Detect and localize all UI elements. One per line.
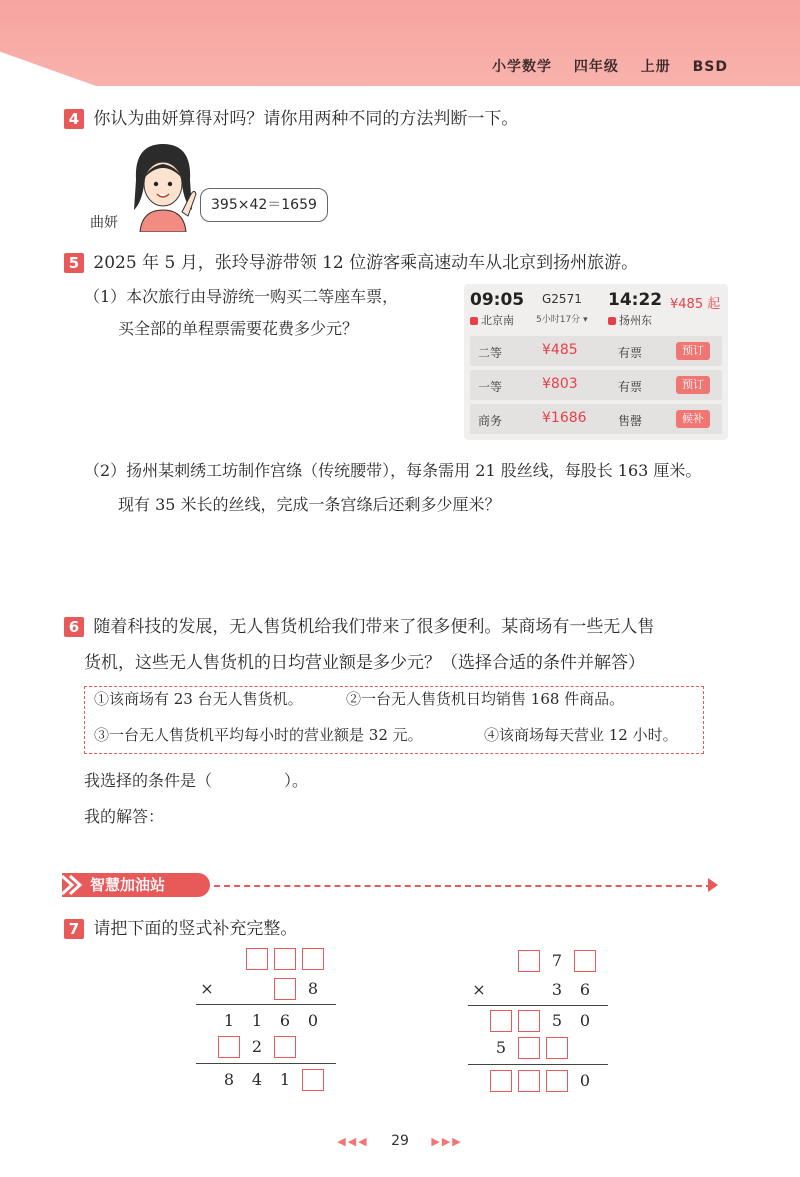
digit: 0 bbox=[579, 1071, 591, 1090]
calc-line bbox=[196, 1004, 336, 1005]
times-sign: × bbox=[200, 979, 214, 998]
digit: 1 bbox=[223, 1011, 235, 1030]
digit: 8 bbox=[307, 979, 319, 998]
seat-price: ¥485 bbox=[542, 342, 578, 358]
seat-status: 有票 bbox=[618, 380, 643, 394]
digit: 4 bbox=[251, 1070, 263, 1089]
digit: 1 bbox=[279, 1070, 291, 1089]
arrival-time: 14:22 bbox=[608, 290, 663, 310]
section-banner bbox=[62, 873, 210, 897]
calc-line bbox=[468, 1064, 608, 1065]
digit: 1 bbox=[251, 1011, 263, 1030]
train-ticket-card bbox=[464, 284, 728, 440]
banner-dashed-line bbox=[214, 885, 712, 887]
my-answer-label: 我的解答： bbox=[84, 807, 165, 826]
speech-bubble: 395×42＝1659 bbox=[200, 188, 328, 222]
blank-box[interactable] bbox=[574, 950, 596, 972]
condition-2: ②一台无人售货机日均销售 168 件商品。 bbox=[346, 690, 625, 708]
header-grade: 四年级 bbox=[573, 59, 619, 75]
arrow-right-icon bbox=[708, 878, 718, 892]
question-text: 你认为曲妍算得对吗？请你用两种不同的方法判断一下。 bbox=[93, 109, 519, 129]
blank-box[interactable] bbox=[518, 1070, 540, 1092]
lightning-icon bbox=[58, 874, 84, 896]
condition-4: ④该商场每天营业 12 小时。 bbox=[484, 726, 678, 744]
page-number: 29 bbox=[391, 1133, 409, 1149]
girl-illustration bbox=[126, 140, 200, 232]
question-number: 7 bbox=[64, 919, 84, 939]
seat-price: ¥1686 bbox=[542, 410, 587, 426]
blank-box[interactable] bbox=[518, 1010, 540, 1032]
seat-class: 一等 bbox=[478, 380, 503, 394]
digit: 3 bbox=[551, 980, 563, 999]
digit: 6 bbox=[579, 980, 591, 999]
seat-status: 有票 bbox=[618, 346, 643, 360]
question-4 bbox=[64, 104, 518, 129]
blank-box[interactable] bbox=[218, 1036, 240, 1058]
blank-box[interactable] bbox=[302, 948, 324, 970]
digit: 0 bbox=[579, 1011, 591, 1030]
calc-line bbox=[196, 1063, 336, 1064]
arrival-station: 扬州东 bbox=[608, 312, 652, 328]
arrows-right-icon: ▶▶▶ bbox=[431, 1135, 463, 1148]
digit: 8 bbox=[223, 1070, 235, 1089]
header-volume: 上册 bbox=[640, 59, 671, 75]
blank-box[interactable] bbox=[490, 1010, 512, 1032]
blank-box[interactable] bbox=[274, 948, 296, 970]
trip-duration: 5小时17分 ▾ bbox=[536, 315, 588, 325]
seat-class: 二等 bbox=[478, 346, 503, 360]
question-text: 请把下面的竖式补充完整。 bbox=[93, 919, 298, 939]
question-6 bbox=[64, 612, 654, 637]
blank-box[interactable] bbox=[246, 948, 268, 970]
banner-title: 智慧加油站 bbox=[90, 876, 166, 894]
chosen-conditions-line: 我选择的条件是（ ）。 bbox=[84, 771, 309, 790]
page-footer bbox=[0, 1133, 800, 1149]
digit: 6 bbox=[279, 1011, 291, 1030]
header-book-info bbox=[476, 56, 728, 76]
waitlist-button[interactable]: 候补 bbox=[676, 410, 710, 428]
blank-box[interactable] bbox=[274, 1036, 296, 1058]
condition-3: ③一台无人售货机平均每小时的营业额是 32 元。 bbox=[94, 726, 423, 744]
seat-row-business-class bbox=[470, 404, 722, 434]
question-text-line2: 货机，这些无人售货机的日均营业额是多少元？（选择合适的条件并解答） bbox=[84, 653, 645, 673]
digit: 7 bbox=[551, 951, 563, 970]
train-number: G2571 bbox=[542, 292, 582, 306]
question-number: 5 bbox=[64, 253, 84, 273]
digit: 0 bbox=[307, 1011, 319, 1030]
calc-line bbox=[468, 1005, 608, 1006]
seat-status: 售罄 bbox=[618, 414, 643, 428]
seat-row-second-class bbox=[470, 336, 722, 366]
blank-box[interactable] bbox=[518, 1037, 540, 1059]
digit: 5 bbox=[551, 1011, 563, 1030]
girl-name: 曲妍 bbox=[90, 215, 118, 231]
seat-price: ¥803 bbox=[542, 376, 578, 392]
book-button[interactable]: 预订 bbox=[676, 342, 710, 360]
blank-box[interactable] bbox=[546, 1070, 568, 1092]
question-number: 4 bbox=[64, 109, 84, 129]
question-text: 2025 年 5 月，张玲导游带领 12 位游客乘高速动车从北京到扬州旅游。 bbox=[93, 253, 639, 273]
arrows-left-icon: ◀◀◀ bbox=[337, 1135, 369, 1148]
blank-box[interactable] bbox=[518, 950, 540, 972]
header-edition: BSD bbox=[692, 59, 728, 75]
digit: 2 bbox=[251, 1037, 263, 1056]
digit: 5 bbox=[495, 1038, 507, 1057]
header-subject: 小学数学 bbox=[492, 59, 552, 75]
station-marker-icon bbox=[470, 317, 478, 325]
condition-1: ①该商场有 23 台无人售货机。 bbox=[94, 690, 303, 708]
question-5 bbox=[64, 248, 638, 273]
question-text-line1: 随着科技的发展，无人售货机给我们带来了很多便利。某商场有一些无人售 bbox=[93, 617, 655, 637]
station-marker-icon bbox=[608, 317, 616, 325]
price-from: ¥485 起 bbox=[670, 297, 721, 312]
q5-part2-line1: （2）扬州某刺绣工坊制作宫绦（传统腰带），每条需用 21 股丝线，每股长 163 厘米。 bbox=[84, 461, 702, 480]
times-sign: × bbox=[472, 980, 486, 999]
blank-box[interactable] bbox=[302, 1069, 324, 1091]
blank-box[interactable] bbox=[546, 1037, 568, 1059]
book-button[interactable]: 预订 bbox=[676, 376, 710, 394]
question-number: 6 bbox=[64, 617, 84, 637]
dropdown-icon: ▾ bbox=[583, 315, 588, 325]
seat-class: 商务 bbox=[478, 414, 503, 428]
question-7 bbox=[64, 914, 297, 939]
q5-part1-line2: 买全部的单程票需要花费多少元？ bbox=[118, 319, 359, 338]
departure-station: 北京南 bbox=[470, 312, 514, 328]
blank-box[interactable] bbox=[274, 978, 296, 1000]
seat-row-first-class bbox=[470, 370, 722, 400]
blank-box[interactable] bbox=[490, 1070, 512, 1092]
departure-time: 09:05 bbox=[470, 290, 525, 310]
q5-part2-line2: 现有 35 米长的丝线，完成一条宫绦后还剩多少厘米？ bbox=[118, 495, 501, 514]
q5-part1-line1: （1）本次旅行由导游统一购买二等座车票， bbox=[84, 287, 399, 306]
